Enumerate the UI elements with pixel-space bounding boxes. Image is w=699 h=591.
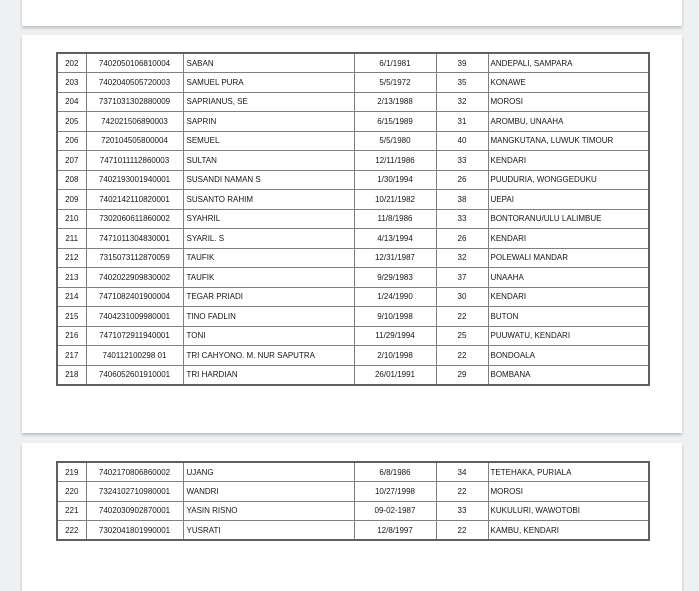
cell-row-number: 213	[57, 268, 86, 288]
cell-place: MOROSI	[488, 482, 649, 502]
cell-place: KONAWE	[488, 73, 649, 93]
cell-row-number: 215	[57, 307, 86, 327]
table-row	[57, 501, 649, 521]
cell-birth-date: 12/11/1986	[354, 151, 436, 171]
cell-birth-date: 1/30/1994	[354, 170, 436, 190]
cell-id-number: 7471011304830001	[86, 229, 183, 249]
cell-id-number: 7402040505720003	[86, 73, 183, 93]
cell-row-number: 218	[57, 365, 86, 385]
cell-place: BONDOALA	[488, 346, 649, 366]
cell-age: 38	[436, 190, 488, 210]
table-row	[57, 131, 649, 151]
cell-birth-date: 1/24/1990	[354, 287, 436, 307]
cell-age: 33	[436, 151, 488, 171]
cell-age: 39	[436, 53, 488, 73]
cell-place: BONTORANU/ULU LALIMBUE	[488, 209, 649, 229]
cell-age: 34	[436, 462, 488, 482]
cell-id-number: 7315073112870059	[86, 248, 183, 268]
cell-name: WANDRI	[183, 482, 354, 502]
cell-place: TETEHAKA, PURIALA	[488, 462, 649, 482]
cell-place: KUKULURI, WAWOTOBI	[488, 501, 649, 521]
cell-birth-date: 10/21/1982	[354, 190, 436, 210]
cell-birth-date: 9/10/1998	[354, 307, 436, 327]
table-row	[57, 209, 649, 229]
table-row	[57, 229, 649, 249]
cell-place: AROMBU, UNAAHA	[488, 112, 649, 132]
records-table-page-1	[56, 52, 650, 386]
cell-row-number: 211	[57, 229, 86, 249]
table-body	[57, 53, 649, 385]
cell-place: ANDEPALI, SAMPARA	[488, 53, 649, 73]
cell-name: SAMUEL PURA	[183, 73, 354, 93]
cell-age: 31	[436, 112, 488, 132]
cell-row-number: 212	[57, 248, 86, 268]
cell-id-number: 740112100298 01	[86, 346, 183, 366]
cell-name: TAUFIK	[183, 268, 354, 288]
cell-id-number: 7324102710980001	[86, 482, 183, 502]
cell-id-number: 7371031302880009	[86, 92, 183, 112]
page-previous-bottom-edge	[22, 0, 682, 26]
table-row	[57, 346, 649, 366]
cell-age: 29	[436, 365, 488, 385]
cell-name: YUSRATI	[183, 521, 354, 541]
table-row	[57, 73, 649, 93]
table-row	[57, 287, 649, 307]
cell-age: 33	[436, 501, 488, 521]
cell-birth-date: 6/15/1989	[354, 112, 436, 132]
cell-age: 22	[436, 521, 488, 541]
cell-age: 22	[436, 482, 488, 502]
cell-id-number: 7302041801990001	[86, 521, 183, 541]
table-row	[57, 307, 649, 327]
cell-birth-date: 11/8/1986	[354, 209, 436, 229]
cell-age: 22	[436, 346, 488, 366]
cell-row-number: 204	[57, 92, 86, 112]
cell-name: SUSANTO RAHIM	[183, 190, 354, 210]
cell-row-number: 217	[57, 346, 86, 366]
cell-name: SUSANDI NAMAN S	[183, 170, 354, 190]
cell-birth-date: 10/27/1998	[354, 482, 436, 502]
table-row	[57, 326, 649, 346]
cell-name: UJANG	[183, 462, 354, 482]
table-body	[57, 462, 649, 540]
cell-row-number: 222	[57, 521, 86, 541]
table-row	[57, 190, 649, 210]
cell-id-number: 7471072911940001	[86, 326, 183, 346]
cell-place: MANGKUTANA, LUWUK TIMOUR	[488, 131, 649, 151]
cell-id-number: 7471011112860003	[86, 151, 183, 171]
cell-age: 26	[436, 170, 488, 190]
cell-birth-date: 5/5/1972	[354, 73, 436, 93]
cell-birth-date: 12/8/1997	[354, 521, 436, 541]
cell-age: 32	[436, 248, 488, 268]
cell-name: SABAN	[183, 53, 354, 73]
cell-place: UEPAI	[488, 190, 649, 210]
cell-id-number: 7302060611860002	[86, 209, 183, 229]
table-row	[57, 92, 649, 112]
cell-row-number: 205	[57, 112, 86, 132]
cell-id-number: 7471082401900004	[86, 287, 183, 307]
cell-name: TRI HARDIAN	[183, 365, 354, 385]
cell-id-number: 7406052601910001	[86, 365, 183, 385]
cell-age: 22	[436, 307, 488, 327]
cell-name: SYAHRIL	[183, 209, 354, 229]
cell-age: 37	[436, 268, 488, 288]
cell-place: MOROSI	[488, 92, 649, 112]
cell-row-number: 216	[57, 326, 86, 346]
cell-place: KENDARI	[488, 229, 649, 249]
table-row	[57, 482, 649, 502]
cell-row-number: 202	[57, 53, 86, 73]
cell-birth-date: 2/13/1988	[354, 92, 436, 112]
cell-age: 26	[436, 229, 488, 249]
cell-name: YASIN RISNO	[183, 501, 354, 521]
table-row	[57, 268, 649, 288]
cell-place: PUUWATU, KENDARI	[488, 326, 649, 346]
table-row	[57, 170, 649, 190]
table-row	[57, 53, 649, 73]
cell-id-number: 720104505800004	[86, 131, 183, 151]
table-row	[57, 365, 649, 385]
cell-name: TONI	[183, 326, 354, 346]
cell-name: TINO FADLIN	[183, 307, 354, 327]
table-row	[57, 462, 649, 482]
cell-name: SEMUEL	[183, 131, 354, 151]
cell-row-number: 208	[57, 170, 86, 190]
cell-birth-date: 6/1/1981	[354, 53, 436, 73]
cell-row-number: 219	[57, 462, 86, 482]
cell-id-number: 742021506890003	[86, 112, 183, 132]
cell-age: 40	[436, 131, 488, 151]
table-row	[57, 248, 649, 268]
cell-birth-date: 11/29/1994	[354, 326, 436, 346]
cell-birth-date: 4/13/1994	[354, 229, 436, 249]
cell-id-number: 7402050106810004	[86, 53, 183, 73]
cell-id-number: 7402170806860002	[86, 462, 183, 482]
cell-id-number: 7402030902870001	[86, 501, 183, 521]
cell-id-number: 7404231009980001	[86, 307, 183, 327]
cell-birth-date: 09-02-1987	[354, 501, 436, 521]
cell-row-number: 206	[57, 131, 86, 151]
cell-name: TRI CAHYONO. M. NUR SAPUTRA	[183, 346, 354, 366]
cell-place: UNAAHA	[488, 268, 649, 288]
cell-birth-date: 12/31/1987	[354, 248, 436, 268]
cell-row-number: 210	[57, 209, 86, 229]
cell-birth-date: 2/10/1998	[354, 346, 436, 366]
document-page-1	[22, 35, 682, 433]
cell-name: SAPRIN	[183, 112, 354, 132]
cell-age: 33	[436, 209, 488, 229]
cell-age: 30	[436, 287, 488, 307]
records-table-page-2	[56, 461, 650, 541]
cell-row-number: 209	[57, 190, 86, 210]
cell-age: 35	[436, 73, 488, 93]
cell-name: TEGAR PRIADI	[183, 287, 354, 307]
document-page-2	[22, 443, 682, 591]
table-row	[57, 112, 649, 132]
cell-row-number: 220	[57, 482, 86, 502]
cell-place: POLEWALI MANDAR	[488, 248, 649, 268]
cell-row-number: 203	[57, 73, 86, 93]
cell-name: SULTAN	[183, 151, 354, 171]
cell-place: PUUDURIA, WONGGEDUKU	[488, 170, 649, 190]
cell-name: SYARIL. S	[183, 229, 354, 249]
table-row	[57, 151, 649, 171]
cell-place: BOMBANA	[488, 365, 649, 385]
cell-id-number: 7402193001940001	[86, 170, 183, 190]
cell-row-number: 221	[57, 501, 86, 521]
cell-place: KAMBU, KENDARI	[488, 521, 649, 541]
table-row	[57, 521, 649, 541]
cell-birth-date: 9/29/1983	[354, 268, 436, 288]
cell-birth-date: 26/01/1991	[354, 365, 436, 385]
cell-place: KENDARI	[488, 151, 649, 171]
cell-birth-date: 5/5/1980	[354, 131, 436, 151]
cell-place: KENDARI	[488, 287, 649, 307]
cell-name: SAPRIANUS, SE	[183, 92, 354, 112]
cell-place: BUTON	[488, 307, 649, 327]
cell-id-number: 7402142110820001	[86, 190, 183, 210]
cell-id-number: 7402022909830002	[86, 268, 183, 288]
cell-age: 32	[436, 92, 488, 112]
cell-row-number: 207	[57, 151, 86, 171]
cell-birth-date: 6/8/1986	[354, 462, 436, 482]
cell-age: 25	[436, 326, 488, 346]
cell-row-number: 214	[57, 287, 86, 307]
cell-name: TAUFIK	[183, 248, 354, 268]
